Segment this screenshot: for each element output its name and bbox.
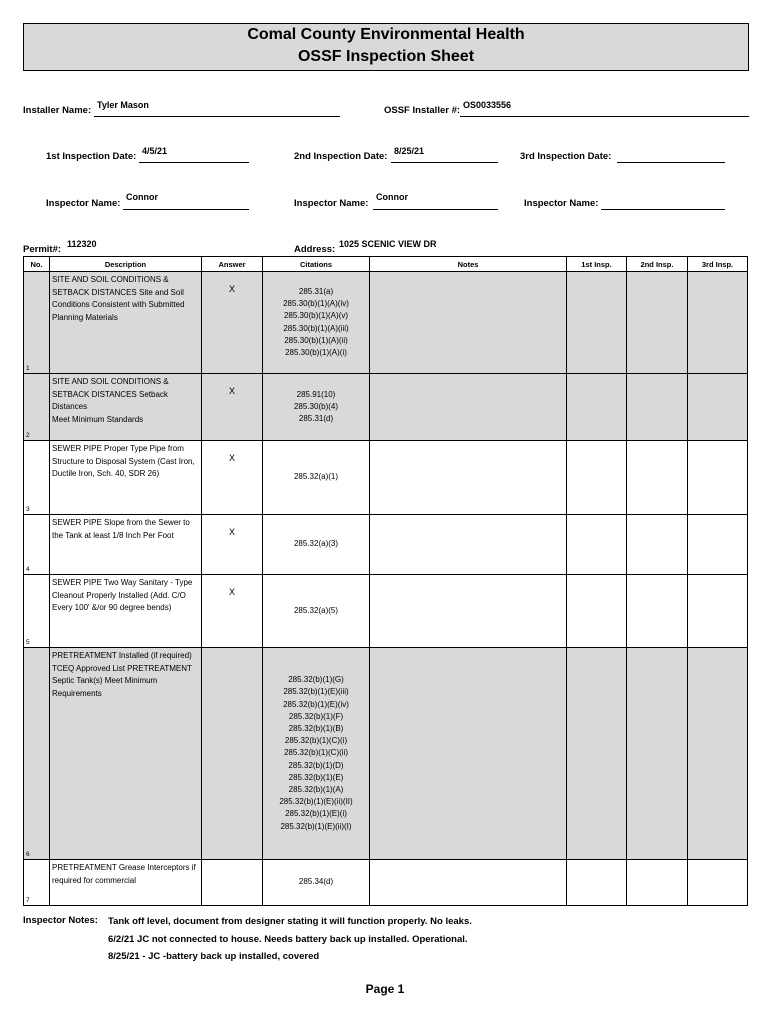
row-citations: 285.31(a) 285.30(b)(1)(A)(iv) 285.30(b)(1)(A)(v) 285.30(b)(1)(A)(iii) 285.30(b)(1)(A)(ii) 285.30(b)(1)(A)(i)	[263, 272, 370, 374]
row-3rd-insp[interactable]	[688, 272, 748, 374]
row-2nd-insp[interactable]	[627, 441, 688, 515]
row-answer[interactable]: X	[202, 575, 263, 648]
inspector3-name-label: Inspector Name:	[524, 198, 599, 209]
row-1st-insp[interactable]	[567, 648, 627, 860]
row-3rd-insp[interactable]	[688, 374, 748, 441]
row-number: 1	[24, 272, 50, 374]
inspector2-name-field[interactable]	[373, 209, 498, 210]
table-header-row	[24, 257, 748, 272]
inspection1-date-label: 1st Inspection Date:	[46, 151, 137, 162]
row-citations: 285.32(a)(5)	[263, 575, 370, 648]
row-description: SITE AND SOIL CONDITIONS & SETBACK DISTANCES Site and Soil Conditions Consistent with Submitted Planning Materials	[50, 272, 202, 374]
row-citations: 285.32(a)(1)	[263, 441, 370, 515]
row-citations: 285.34(d)	[263, 860, 370, 906]
row-citations: 285.32(a)(3)	[263, 515, 370, 575]
column-header-2nd-insp: 2nd Insp.	[627, 257, 688, 272]
table-row	[24, 515, 748, 575]
title-banner	[23, 23, 749, 71]
row-notes[interactable]	[370, 648, 567, 860]
table-row	[24, 374, 748, 441]
installer-name-value: Tyler Mason	[97, 100, 149, 110]
row-number: 4	[24, 515, 50, 575]
inspector1-name-value: Connor	[126, 192, 158, 202]
table-row	[24, 648, 748, 860]
row-description: SEWER PIPE Two Way Sanitary - Type Cleanout Properly Installed (Add. C/O Every 100' &/or 90 degree bends)	[50, 575, 202, 648]
installer-name-field[interactable]	[94, 116, 340, 117]
inspection2-date-value: 8/25/21	[394, 146, 425, 156]
row-answer[interactable]: X	[202, 441, 263, 515]
row-number: 5	[24, 575, 50, 648]
row-answer[interactable]	[202, 860, 263, 906]
row-description: SEWER PIPE Slope from the Sewer to the Tank at least 1/8 Inch Per Foot	[50, 515, 202, 575]
installer-number-field[interactable]	[460, 116, 749, 117]
row-description: SITE AND SOIL CONDITIONS & SETBACK DISTANCES Setback Distances Meet Minimum Standards	[50, 374, 202, 441]
row-2nd-insp[interactable]	[627, 860, 688, 906]
row-1st-insp[interactable]	[567, 860, 627, 906]
installer-name-label: Installer Name:	[23, 105, 92, 116]
row-description: PRETREATMENT Installed (if required) TCEQ Approved List PRETREATMENT Septic Tank(s) Meet Minimum Requirements	[50, 648, 202, 860]
inspector-note-line: 6/2/21 JC not connected to house. Needs battery back up installed. Operational.	[108, 934, 468, 945]
inspector1-name-field[interactable]	[123, 209, 249, 210]
row-1st-insp[interactable]	[567, 272, 627, 374]
column-header-3rd-insp: 3rd Insp.	[688, 257, 748, 272]
row-answer[interactable]: X	[202, 374, 263, 441]
row-citations: 285.91(10) 285.30(b)(4) 285.31(d)	[263, 374, 370, 441]
permit-label: Permit#:	[23, 244, 62, 255]
page-subtitle: OSSF Inspection Sheet	[297, 48, 475, 65]
address-value: 1025 SCENIC VIEW DR	[339, 239, 437, 249]
row-1st-insp[interactable]	[567, 515, 627, 575]
permit-value: 112320	[67, 239, 97, 249]
row-description: PRETREATMENT Grease Interceptors if required for commercial	[50, 860, 202, 906]
row-citations: 285.32(b)(1)(G) 285.32(b)(1)(E)(iii) 285.32(b)(1)(E)(iv) 285.32(b)(1)(F) 285.32(b)(1)(B) 285.32(b)(1)(C)(i) 285.32(b)(1)(C)(ii) 285.32(b)(1)(D) 285.32(b)(1)(E) 285.32(b)(1)(A) 285.32(b)(1)(E)(ii)(II) 285.32(b)(1)(E)(i) 285.32(b)(1)(E)(ii)(I)	[263, 648, 370, 860]
row-notes[interactable]	[370, 374, 567, 441]
row-number: 3	[24, 441, 50, 515]
row-1st-insp[interactable]	[567, 441, 627, 515]
row-description: SEWER PIPE Proper Type Pipe from Structure to Disposal System (Cast Iron, Ductile Iron, Sch. 40, SDR 26)	[50, 441, 202, 515]
row-2nd-insp[interactable]	[627, 648, 688, 860]
row-2nd-insp[interactable]	[627, 374, 688, 441]
column-header-no: No.	[24, 257, 50, 272]
row-number: 7	[24, 860, 50, 906]
inspection1-date-value: 4/5/21	[142, 146, 168, 156]
inspector-note-line: Tank off level, document from designer stating it will function properly. No leaks.	[108, 916, 472, 927]
row-notes[interactable]	[370, 575, 567, 648]
row-2nd-insp[interactable]	[627, 272, 688, 374]
row-number: 2	[24, 374, 50, 441]
inspection2-date-label: 2nd Inspection Date:	[294, 151, 388, 162]
row-3rd-insp[interactable]	[688, 441, 748, 515]
row-3rd-insp[interactable]	[688, 575, 748, 648]
inspector1-name-label: Inspector Name:	[46, 198, 121, 209]
inspection-table	[23, 256, 748, 906]
row-1st-insp[interactable]	[567, 374, 627, 441]
table-row	[24, 860, 748, 906]
column-header-notes: Notes	[370, 257, 567, 272]
row-3rd-insp[interactable]	[688, 860, 748, 906]
row-notes[interactable]	[370, 272, 567, 374]
row-notes[interactable]	[370, 441, 567, 515]
row-2nd-insp[interactable]	[627, 515, 688, 575]
row-answer[interactable]: X	[202, 272, 263, 374]
row-2nd-insp[interactable]	[627, 575, 688, 648]
installer-number-value: OS0033556	[463, 100, 512, 110]
row-answer[interactable]: X	[202, 515, 263, 575]
column-header-description: Description	[50, 257, 202, 272]
page-number: Page 1	[365, 982, 405, 996]
inspector2-name-value: Connor	[376, 192, 408, 202]
column-header-1st-insp: 1st Insp.	[567, 257, 627, 272]
column-header-citations: Citations	[263, 257, 370, 272]
row-notes[interactable]	[370, 860, 567, 906]
address-label: Address:	[294, 244, 336, 255]
installer-number-label: OSSF Installer #:	[384, 105, 461, 116]
table-row	[24, 441, 748, 515]
inspection3-date-label: 3rd Inspection Date:	[520, 151, 612, 162]
inspector2-name-label: Inspector Name:	[294, 198, 369, 209]
column-header-answer: Answer	[202, 257, 263, 272]
row-3rd-insp[interactable]	[688, 515, 748, 575]
row-3rd-insp[interactable]	[688, 648, 748, 860]
inspector-notes-label: Inspector Notes:	[23, 915, 98, 926]
row-notes[interactable]	[370, 515, 567, 575]
row-number: 6	[24, 648, 50, 860]
table-row	[24, 272, 748, 374]
row-answer[interactable]	[202, 648, 263, 860]
inspection1-date-field[interactable]	[139, 162, 249, 163]
inspection2-date-field[interactable]	[391, 162, 498, 163]
inspector-note-line: 8/25/21 - JC -battery back up installed, covered	[108, 951, 320, 962]
inspection3-date-field[interactable]	[617, 162, 725, 163]
table-row	[24, 575, 748, 648]
inspector3-name-field[interactable]	[601, 209, 725, 210]
row-1st-insp[interactable]	[567, 575, 627, 648]
page-title: Comal County Environmental Health	[247, 26, 525, 43]
